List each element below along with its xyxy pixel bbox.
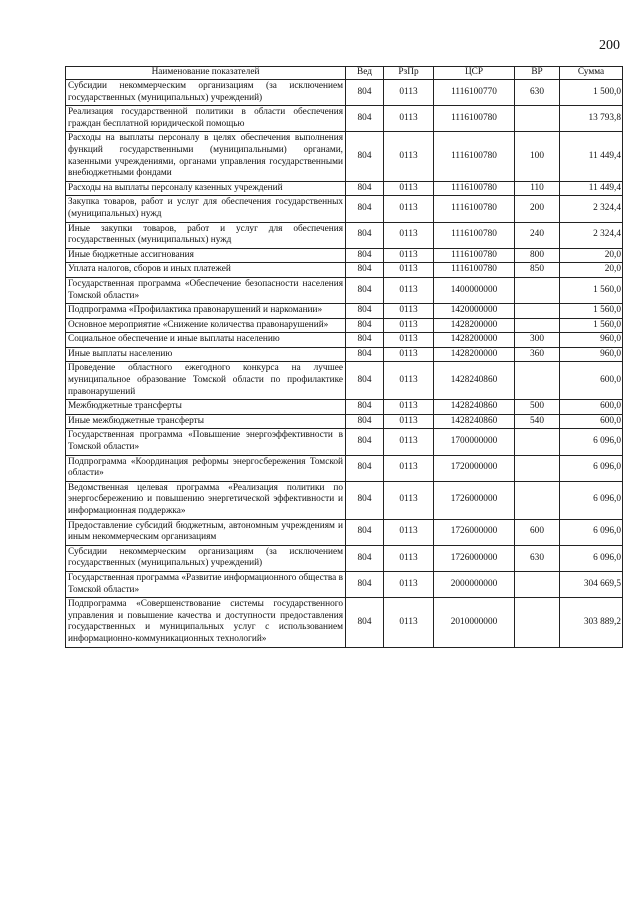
cell-vr xyxy=(515,455,560,481)
cell-name: Иные выплаты населению xyxy=(66,347,346,362)
cell-vr: 200 xyxy=(515,196,560,222)
cell-csr: 1428240860 xyxy=(434,414,515,429)
table-row xyxy=(66,263,623,278)
page-number: 200 xyxy=(599,38,620,53)
table-row xyxy=(66,429,623,455)
cell-sum: 11 449,4 xyxy=(560,132,623,181)
cell-rzpr: 0113 xyxy=(384,263,434,278)
cell-csr: 1428240860 xyxy=(434,400,515,415)
cell-ved: 804 xyxy=(346,347,384,362)
cell-vr: 110 xyxy=(515,181,560,196)
cell-sum: 303 889,2 xyxy=(560,598,623,647)
table-row xyxy=(66,400,623,415)
cell-name: Основное мероприятие «Снижение количества правонарушений» xyxy=(66,318,346,333)
cell-csr: 1700000000 xyxy=(434,429,515,455)
cell-name: Подпрограмма «Профилактика правонарушений и наркомании» xyxy=(66,304,346,319)
cell-ved: 804 xyxy=(346,400,384,415)
cell-sum: 600,0 xyxy=(560,400,623,415)
cell-rzpr: 0113 xyxy=(384,181,434,196)
table-row xyxy=(66,414,623,429)
cell-name: Межбюджетные трансферты xyxy=(66,400,346,415)
cell-csr: 1428200000 xyxy=(434,318,515,333)
cell-vr: 300 xyxy=(515,333,560,348)
cell-name: Государственная программа «Повышение энергоэффективности в Томской области» xyxy=(66,429,346,455)
cell-rzpr: 0113 xyxy=(384,304,434,319)
cell-ved: 804 xyxy=(346,222,384,248)
table-body xyxy=(66,80,623,648)
cell-ved: 804 xyxy=(346,304,384,319)
cell-rzpr: 0113 xyxy=(384,333,434,348)
cell-vr: 630 xyxy=(515,545,560,571)
cell-csr: 1116100780 xyxy=(434,181,515,196)
cell-vr xyxy=(515,429,560,455)
cell-sum: 20,0 xyxy=(560,248,623,263)
cell-csr: 1428240860 xyxy=(434,362,515,400)
cell-ved: 804 xyxy=(346,80,384,106)
table-row xyxy=(66,545,623,571)
cell-vr xyxy=(515,277,560,303)
table-row xyxy=(66,481,623,519)
cell-sum: 304 669,5 xyxy=(560,571,623,597)
cell-sum: 13 793,8 xyxy=(560,106,623,132)
cell-vr: 630 xyxy=(515,80,560,106)
cell-vr: 540 xyxy=(515,414,560,429)
cell-name: Государственная программа «Развитие информационного общества в Томской области» xyxy=(66,571,346,597)
cell-rzpr: 0113 xyxy=(384,519,434,545)
cell-sum: 1 560,0 xyxy=(560,304,623,319)
cell-name: Реализация государственной политики в области обеспечения граждан бесплатной юридической помощью xyxy=(66,106,346,132)
cell-sum: 6 096,0 xyxy=(560,429,623,455)
cell-csr: 1116100780 xyxy=(434,248,515,263)
cell-vr: 850 xyxy=(515,263,560,278)
cell-ved: 804 xyxy=(346,106,384,132)
cell-rzpr: 0113 xyxy=(384,318,434,333)
cell-csr: 1428200000 xyxy=(434,347,515,362)
cell-vr xyxy=(515,362,560,400)
cell-csr: 1116100780 xyxy=(434,106,515,132)
cell-rzpr: 0113 xyxy=(384,80,434,106)
table-row xyxy=(66,277,623,303)
cell-csr: 1116100780 xyxy=(434,132,515,181)
cell-name: Ведомственная целевая программа «Реализация политики по энергосбережению и повышению энергетической эффективности и информационная поддержка» xyxy=(66,481,346,519)
cell-ved: 804 xyxy=(346,598,384,647)
cell-sum: 6 096,0 xyxy=(560,519,623,545)
table-row xyxy=(66,362,623,400)
cell-vr: 100 xyxy=(515,132,560,181)
cell-sum: 2 324,4 xyxy=(560,222,623,248)
cell-name: Подпрограмма «Совершенствование системы государственного управления и повышение качества и доступности предоставления государственных и муниципальных услуг с использованием информационно-коммуникационных технологий» xyxy=(66,598,346,647)
cell-sum: 6 096,0 xyxy=(560,481,623,519)
cell-csr: 1720000000 xyxy=(434,455,515,481)
header-ved: Вед xyxy=(346,67,384,80)
cell-rzpr: 0113 xyxy=(384,196,434,222)
cell-vr xyxy=(515,106,560,132)
cell-vr: 500 xyxy=(515,400,560,415)
cell-ved: 804 xyxy=(346,333,384,348)
cell-vr xyxy=(515,571,560,597)
cell-rzpr: 0113 xyxy=(384,414,434,429)
cell-name: Социальное обеспечение и иные выплаты населению xyxy=(66,333,346,348)
cell-vr xyxy=(515,304,560,319)
cell-sum: 11 449,4 xyxy=(560,181,623,196)
cell-name: Уплата налогов, сборов и иных платежей xyxy=(66,263,346,278)
cell-vr xyxy=(515,318,560,333)
cell-vr: 360 xyxy=(515,347,560,362)
cell-name: Субсидии некоммерческим организациям (за исключением государственных (муниципальных) учреждений) xyxy=(66,545,346,571)
table-row xyxy=(66,80,623,106)
cell-ved: 804 xyxy=(346,429,384,455)
cell-rzpr: 0113 xyxy=(384,362,434,400)
cell-rzpr: 0113 xyxy=(384,248,434,263)
table-row xyxy=(66,181,623,196)
cell-ved: 804 xyxy=(346,277,384,303)
table-row xyxy=(66,598,623,647)
cell-sum: 20,0 xyxy=(560,263,623,278)
cell-rzpr: 0113 xyxy=(384,571,434,597)
budget-table xyxy=(65,66,623,648)
cell-rzpr: 0113 xyxy=(384,545,434,571)
cell-csr: 1400000000 xyxy=(434,277,515,303)
table-row xyxy=(66,519,623,545)
cell-name: Расходы на выплаты персоналу казенных учреждений xyxy=(66,181,346,196)
header-csr: ЦСР xyxy=(434,67,515,80)
cell-name: Проведение областного ежегодного конкурса на лучшее муниципальное образование Томской области по профилактике правонарушений xyxy=(66,362,346,400)
cell-rzpr: 0113 xyxy=(384,481,434,519)
cell-name: Иные бюджетные ассигнования xyxy=(66,248,346,263)
cell-csr: 1428200000 xyxy=(434,333,515,348)
cell-csr: 1420000000 xyxy=(434,304,515,319)
cell-csr: 1726000000 xyxy=(434,545,515,571)
table-row xyxy=(66,318,623,333)
cell-rzpr: 0113 xyxy=(384,132,434,181)
cell-csr: 1726000000 xyxy=(434,481,515,519)
cell-sum: 6 096,0 xyxy=(560,545,623,571)
cell-csr: 1116100780 xyxy=(434,263,515,278)
cell-vr: 240 xyxy=(515,222,560,248)
cell-ved: 804 xyxy=(346,571,384,597)
header-vr: ВР xyxy=(515,67,560,80)
table-row xyxy=(66,571,623,597)
cell-ved: 804 xyxy=(346,545,384,571)
cell-sum: 1 560,0 xyxy=(560,318,623,333)
table-header-row xyxy=(66,67,623,80)
cell-csr: 1116100770 xyxy=(434,80,515,106)
cell-ved: 804 xyxy=(346,481,384,519)
cell-sum: 1 560,0 xyxy=(560,277,623,303)
cell-sum: 2 324,4 xyxy=(560,196,623,222)
cell-ved: 804 xyxy=(346,455,384,481)
cell-rzpr: 0113 xyxy=(384,347,434,362)
header-sum: Сумма xyxy=(560,67,623,80)
cell-name: Предоставление субсидий бюджетным, автономным учреждениям и иным некоммерческим организациям xyxy=(66,519,346,545)
cell-ved: 804 xyxy=(346,263,384,278)
cell-vr: 800 xyxy=(515,248,560,263)
cell-csr: 1116100780 xyxy=(434,196,515,222)
cell-vr xyxy=(515,481,560,519)
cell-csr: 2010000000 xyxy=(434,598,515,647)
table-row xyxy=(66,106,623,132)
cell-rzpr: 0113 xyxy=(384,455,434,481)
header-rzpr: РзПр xyxy=(384,67,434,80)
cell-vr: 600 xyxy=(515,519,560,545)
table-row xyxy=(66,248,623,263)
table-row xyxy=(66,304,623,319)
cell-rzpr: 0113 xyxy=(384,222,434,248)
cell-rzpr: 0113 xyxy=(384,106,434,132)
cell-sum: 6 096,0 xyxy=(560,455,623,481)
cell-vr xyxy=(515,598,560,647)
cell-csr: 1726000000 xyxy=(434,519,515,545)
cell-csr: 2000000000 xyxy=(434,571,515,597)
cell-name: Подпрограмма «Координация реформы энергосбережения Томской области» xyxy=(66,455,346,481)
cell-ved: 804 xyxy=(346,196,384,222)
cell-ved: 804 xyxy=(346,132,384,181)
cell-ved: 804 xyxy=(346,248,384,263)
cell-rzpr: 0113 xyxy=(384,429,434,455)
cell-name: Расходы на выплаты персоналу в целях обеспечения выполнения функций государственными (муниципальными) органами, казенными учреждениями, органами управления государственными внебюджетными фондами xyxy=(66,132,346,181)
cell-sum: 960,0 xyxy=(560,347,623,362)
table-row xyxy=(66,222,623,248)
cell-sum: 600,0 xyxy=(560,362,623,400)
cell-name: Государственная программа «Обеспечение безопасности населения Томской области» xyxy=(66,277,346,303)
cell-ved: 804 xyxy=(346,519,384,545)
cell-name: Субсидии некоммерческим организациям (за исключением государственных (муниципальных) учреждений) xyxy=(66,80,346,106)
cell-csr: 1116100780 xyxy=(434,222,515,248)
cell-ved: 804 xyxy=(346,318,384,333)
header-name: Наименование показателей xyxy=(66,67,346,80)
cell-ved: 804 xyxy=(346,181,384,196)
cell-name: Иные межбюджетные трансферты xyxy=(66,414,346,429)
cell-sum: 960,0 xyxy=(560,333,623,348)
cell-sum: 600,0 xyxy=(560,414,623,429)
table-row xyxy=(66,196,623,222)
table-row xyxy=(66,132,623,181)
cell-ved: 804 xyxy=(346,414,384,429)
table-row xyxy=(66,333,623,348)
cell-name: Иные закупки товаров, работ и услуг для обеспечения государственных (муниципальных) нужд xyxy=(66,222,346,248)
table-row xyxy=(66,347,623,362)
cell-name: Закупка товаров, работ и услуг для обеспечения государственных (муниципальных) нужд xyxy=(66,196,346,222)
cell-rzpr: 0113 xyxy=(384,598,434,647)
cell-sum: 1 500,0 xyxy=(560,80,623,106)
table-row xyxy=(66,455,623,481)
cell-ved: 804 xyxy=(346,362,384,400)
cell-rzpr: 0113 xyxy=(384,400,434,415)
cell-rzpr: 0113 xyxy=(384,277,434,303)
